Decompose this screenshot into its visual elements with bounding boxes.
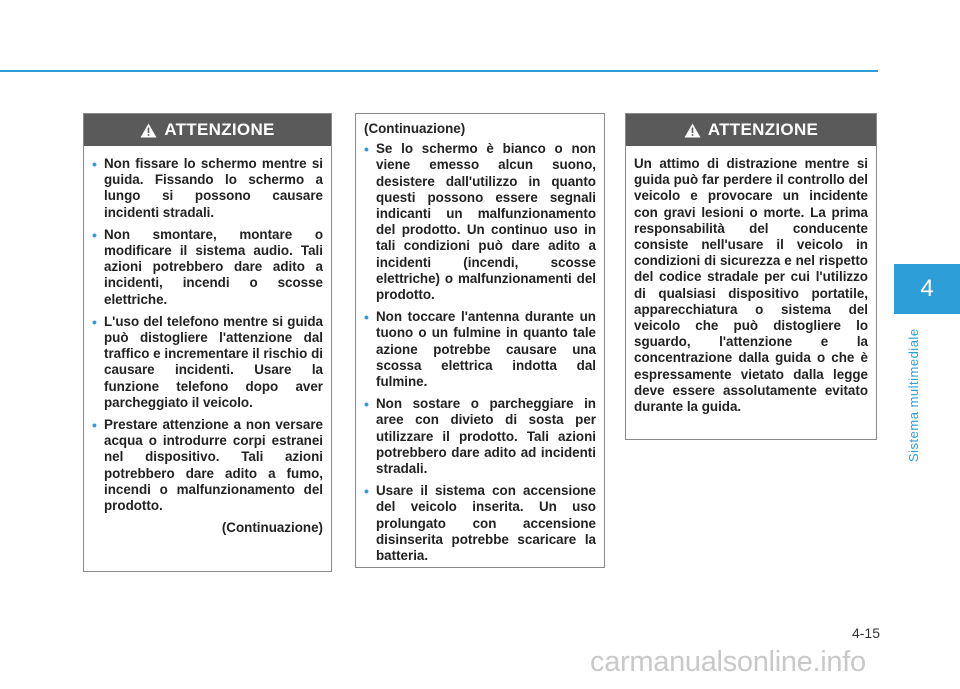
list-item: [364, 396, 596, 477]
list-item-text: Non toccare l'antenna durante un tuono o un fulmine in quanto tale azione potrebbe causare una scossa elettrica indotta dal fulmine.: [376, 309, 596, 390]
warning-list: [364, 141, 596, 564]
bullet: •: [92, 156, 97, 172]
list-item: [92, 417, 323, 514]
list-item: [92, 227, 323, 308]
list-item-text: Non sostare o parcheggiare in aree con divieto di sosta per utilizzare il prodotto. Tali azioni potrebbero dare adito ad incidenti stradali.: [376, 396, 596, 477]
warning-list: [92, 156, 323, 514]
page-number: 4-15: [851, 625, 880, 641]
chapter-number-tab: 4: [894, 264, 960, 314]
warning-content: [356, 114, 604, 576]
list-item-text: L'uso del telefono mentre si guida può distogliere l'attenzione dal traffico e incrementare il rischio di causare incidenti. Usare la funzione telefono dopo aver parcheggiato il veicolo.: [104, 313, 323, 410]
bullet: •: [364, 309, 369, 326]
bullet: •: [92, 313, 97, 330]
list-item-text: Prestare attenzione a non versare acqua o introdurre corpi estranei nel dispositivo. Tali azioni potrebbero dare adito a fumo, incendi o malfunzionamento del prodotto.: [104, 417, 323, 514]
list-item: [92, 314, 323, 411]
warning-content: [84, 146, 331, 542]
list-item-text: Usare il sistema con accensione del veicolo inserita. Un uso prolungato con accensione disinserita potrebbe scaricare la batteria.: [376, 483, 596, 564]
bullet: •: [364, 483, 369, 500]
chapter-title: Sistema multimediale: [906, 328, 921, 462]
warning-header-label: ATTENZIONE: [707, 120, 819, 139]
warning-triangle-icon: [140, 123, 157, 138]
continuation-heading: (Continuazione): [364, 121, 466, 136]
list-item: [92, 156, 323, 221]
warning-box-1: [83, 113, 332, 572]
warning-header-label: ATTENZIONE: [164, 120, 275, 139]
list-item: [364, 141, 596, 303]
warning-header: [626, 114, 876, 146]
list-item-text: Non smontare, montare o modificare il sistema audio. Tali azioni potrebbero dare adito a incidenti, incendi o scosse elettriche.: [104, 226, 323, 307]
list-item-text: Non fissare lo schermo mentre si guida. Fissando lo schermo a lungo si possono causare incidenti stradali.: [104, 156, 323, 220]
warning-triangle-icon: [684, 123, 701, 138]
bullet: •: [364, 396, 369, 413]
bullet: •: [364, 141, 369, 158]
warning-paragraph: Un attimo di distrazione mentre si guida può far perdere il controllo del veicolo e provocare un incidente con gravi lesioni o morte. La prima responsabilità del conducente consiste nell'usare il veicolo in condizioni di sicurezza e nel rispetto del codice stradale per cui l'utilizzo di qualsiasi dispositivo portatile, apparecchiatura o sistema del veicolo che può distogliere lo sguardo, l'attenzione e la concentrazione dalla guida o che è espressamente vietato dalla legge deve essere assolutamente evitato durante la guida.: [634, 156, 868, 415]
list-item: [364, 483, 596, 564]
bullet: •: [92, 417, 97, 434]
list-item-text: Se lo schermo è bianco o non viene emesso alcun suono, desistere dall'utilizzo in quanto questi possono essere segnali indicanti un malfunzionamento del prodotto. Un continuo uso in tali condizioni può dare adito a incidenti (incendi, scosse elettriche) o malfunzionamenti del prodotto.: [376, 141, 596, 303]
watermark: carmanualsonline.info: [590, 646, 866, 678]
warning-header: [84, 114, 331, 146]
warning-box-2: [355, 113, 605, 568]
top-rule: [0, 70, 878, 72]
continuation-label: (Continuazione): [221, 520, 323, 536]
list-item: [364, 309, 596, 390]
bullet: •: [92, 226, 97, 243]
warning-box-3: [625, 113, 877, 440]
